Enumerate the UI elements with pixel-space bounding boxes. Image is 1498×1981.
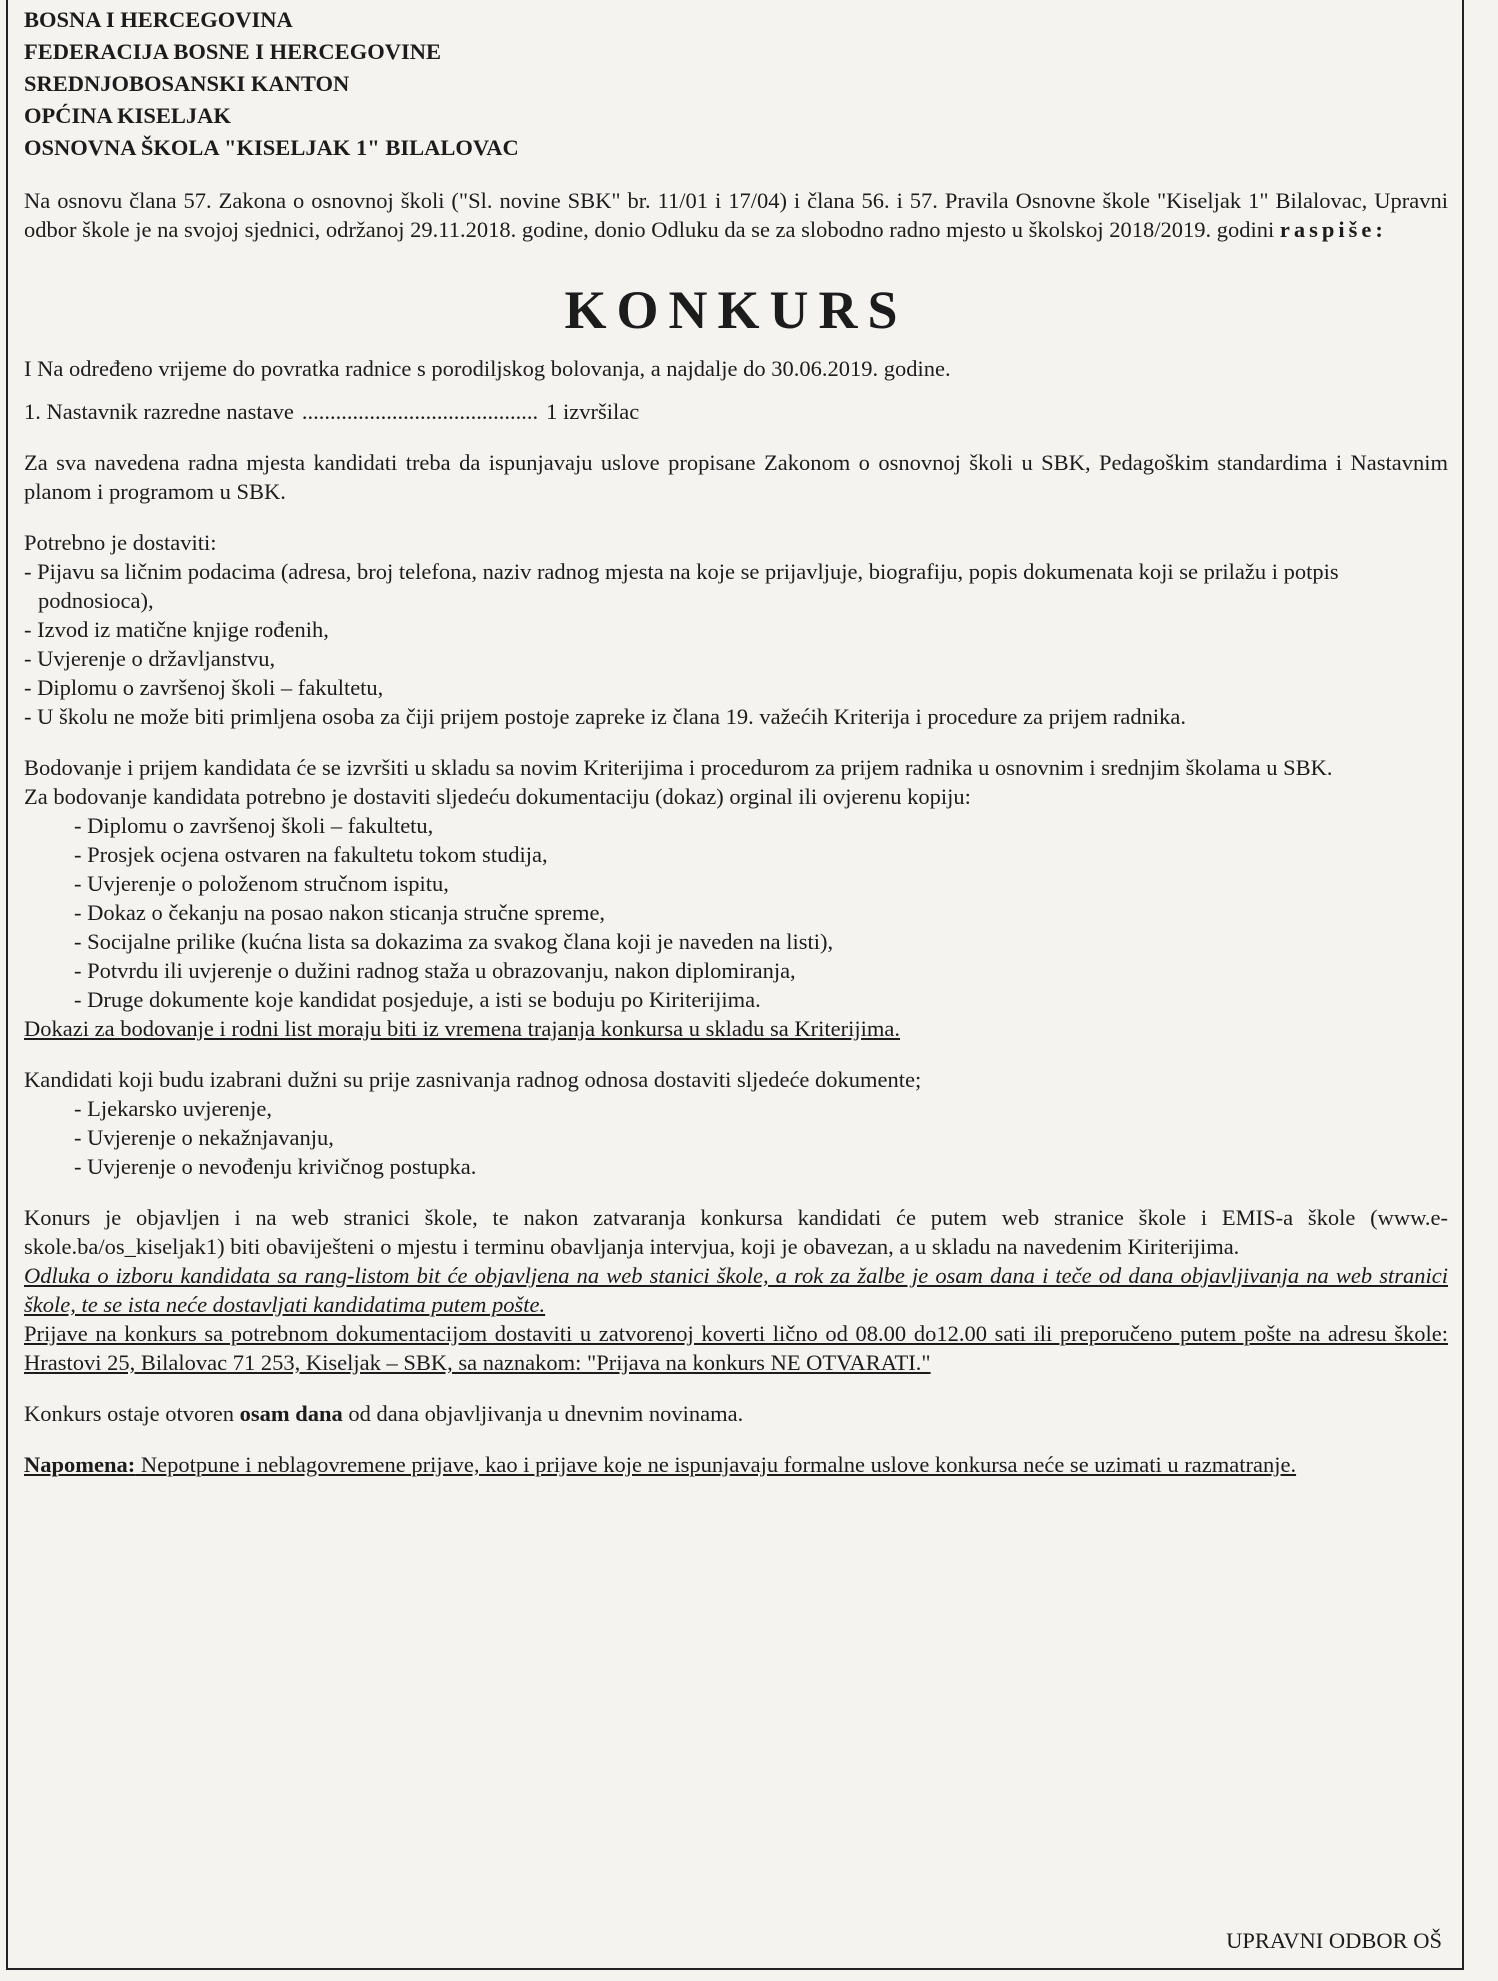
list-item: - Uvjerenje o nevođenju krivičnog postupka.	[74, 1154, 477, 1179]
intro-spaced-word: raspiše:	[1279, 217, 1387, 242]
scoring-note: Dokazi za bodovanje i rodni list moraju biti iz vremena trajanja konkursa u skladu sa Kriterijima.	[24, 1016, 900, 1041]
section-i: I Na određeno vrijeme do povratka radnice s porodiljskog bolovanja, a najdalje do 30.06.2019. godine.	[24, 356, 951, 381]
intro-paragraph	[24, 186, 1448, 244]
header-block	[24, 4, 1448, 164]
submission-notice: Prijave na konkurs sa potrebnom dokumentacijom dostaviti u zatvorenoj koverti lično od 08.00 do12.00 sati ili preporučeno putem pošte na adresu škole: Hrastovi 25, Bilalovac 71 253, Kiseljak – SBK, sa naznakom: "Prijava na konkurs NE OTVARATI."	[24, 1321, 1448, 1375]
list-item: - Ljekarsko uvjerenje,	[74, 1096, 273, 1121]
scoring-docs-list	[24, 811, 1448, 1014]
list-item: - Izvod iz matične knjige rođenih,	[24, 617, 329, 642]
list-item: - Pijavu sa ličnim podacima (adresa, broj telefona, naziv radnog mjesta na koje se prijavljuje, biografiju, popis dokumenata koji se prilažu i potpis podnosioca),	[24, 559, 1339, 613]
document-page	[6, 0, 1464, 1970]
note-label: Napomena:	[24, 1452, 136, 1477]
open-period-bold: osam dana	[239, 1401, 343, 1426]
header-school: OSNOVNA ŠKOLA "KISELJAK 1" BILALOVAC	[24, 135, 519, 160]
open-period-before: Konkurs ostaje otvoren	[24, 1401, 240, 1426]
documents-heading: Potrebno je dostaviti:	[24, 530, 217, 555]
web-notice: Konurs je objavljen i na web stranici škole, te nakon zatvaranja konkursa kandidati će putem web stranice škole i EMIS-a škole (www.e-skole.ba/os_kiseljak1) biti obaviješteni o mjestu i terminu obavljanja intervjua, koji je obavezan, a u skladu na navedenim Kiriterijima.	[24, 1205, 1448, 1259]
list-item: - Socijalne prilike (kućna lista sa dokazima za svakog člana koji je naveden na listi),	[74, 929, 834, 954]
intro-text: Na osnovu člana 57. Zakona o osnovnoj školi ("Sl. novine SBK" br. 11/01 i 17/04) i člana 56. i 57. Pravila Osnovne škole "Kiseljak 1" Bilalovac, Upravni odbor škole je na svojoj sjednici, održanoj 29.11.2018. godine, donio Odluku da se za slobodno radno mjesto u školskoj 2018/2019. godini	[24, 188, 1448, 242]
header-municipality: OPĆINA KISELJAK	[24, 103, 231, 128]
documents-list	[24, 557, 1448, 731]
header-federation: FEDERACIJA BOSNE I HERCEGOVINE	[24, 39, 441, 64]
header-country: BOSNA I HERCEGOVINA	[24, 7, 293, 32]
decision-notice: Odluka o izboru kandidata sa rang-listom bit će objavljena na web stanici škole, a rok za žalbe je osam dana i teče od dana objavljivanja na web stranici škole, te se ista neće dostavljati kandidatima putem pošte.	[24, 1263, 1448, 1317]
position-dots: ..........................................	[301, 399, 539, 424]
selected-heading: Kandidati koji budu izabrani dužni su prije zasnivanja radnog odnosa dostaviti sljedeće dokumente;	[24, 1067, 922, 1092]
list-item: - Uvjerenje o položenom stručnom ispitu,	[74, 871, 449, 896]
scoring-intro: Bodovanje i prijem kandidata će se izvršiti u skladu sa novim Kriterijima i procedurom za prijem radnika u osnovnim i srednjim školama u SBK.	[24, 755, 1333, 780]
position-row	[24, 397, 1448, 426]
list-item: - Prosjek ocjena ostvaren na fakultetu tokom studija,	[74, 842, 548, 867]
requirements-paragraph: Za sva navedena radna mjesta kandidati treba da ispunjavaju uslove propisane Zakonom o osnovnoj školi u SBK, Pedagoškim standardima i Nastavnim planom i programom u SBK.	[24, 450, 1448, 504]
open-period	[24, 1399, 1448, 1428]
signature: UPRAVNI ODBOR OŠ	[1226, 1928, 1442, 1953]
list-item: - Diplomu o završenoj školi – fakultetu,	[24, 675, 384, 700]
header-canton: SREDNJOBOSANSKI KANTON	[24, 71, 350, 96]
list-item: - Diplomu o završenoj školi – fakultetu,	[74, 813, 434, 838]
document-content	[24, 4, 1448, 1479]
note-text: Nepotpune i neblagovremene prijave, kao i prijave koje ne ispunjavaju formalne uslove konkursa neće se uzimati u razmatranje.	[135, 1452, 1297, 1477]
page-title: KONKURS	[564, 280, 908, 340]
note-paragraph	[24, 1450, 1448, 1479]
selected-docs-list	[24, 1094, 1448, 1181]
open-period-after: od dana objavljivanja u dnevnim novinama.	[342, 1401, 744, 1426]
list-item: - Druge dokumente koje kandidat posjeduje, a isti se boduju po Kiriterijima.	[74, 987, 761, 1012]
list-item: - Uvjerenje o nekažnjavanju,	[74, 1125, 334, 1150]
list-item: - Uvjerenje o državljanstvu,	[24, 646, 276, 671]
scoring-heading: Za bodovanje kandidata potrebno je dostaviti sljedeću dokumentaciju (dokaz) orginal ili ovjerenu kopiju:	[24, 784, 971, 809]
position-count: 1 izvršilac	[546, 399, 640, 424]
list-item: - Dokaz o čekanju na posao nakon sticanja stručne spreme,	[74, 900, 606, 925]
list-item: - Potvrdu ili uvjerenje o dužini radnog staža u obrazovanju, nakon diplomiranja,	[74, 958, 796, 983]
list-item: - U školu ne može biti primljena osoba za čiji prijem postoje zapreke iz člana 19. važećih Kriterija i procedure za prijem radnika.	[24, 704, 1187, 729]
position-name: 1. Nastavnik razredne nastave	[24, 399, 294, 424]
